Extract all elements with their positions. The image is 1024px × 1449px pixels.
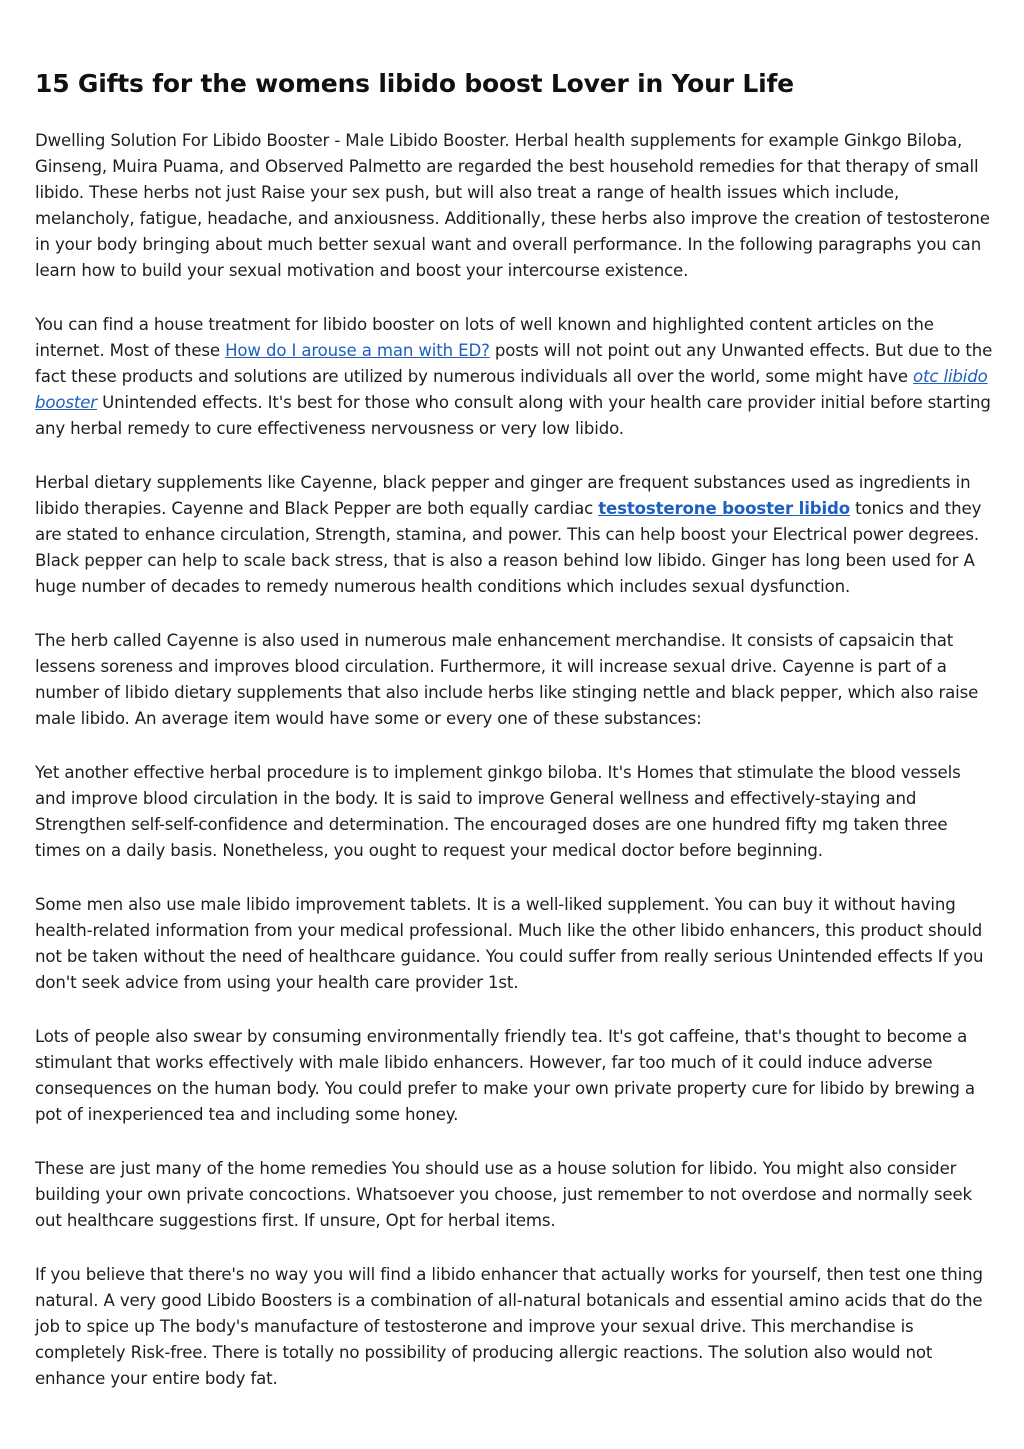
- paragraph-3: [35, 470, 993, 600]
- paragraph-7: [35, 1024, 993, 1128]
- paragraph-6-text: Some men also use male libido improvement tablets. It is a well-liked supplement. You can buy it without having health-related information from your medical professional. Much like the other libido enhancers, this product should not be taken without the need of healthcare guidance. You could suffer from really serious Unintended effects If you don't seek advice from using your health care provider 1st.: [35, 895, 984, 992]
- paragraph-3-text-before: Herbal dietary supplements like Cayenne, black pepper and ginger are frequent substances used as ingredients in libido therapies. Cayenne and Black Pepper are both equally cardiac: [35, 473, 971, 518]
- paragraph-9-text: If you believe that there's no way you will find a libido enhancer that actually works for yourself, then test one thing natural. A very good Libido Boosters is a combination of all-natural botanicals and essential amino acids that do the job to spice up The body's manufacture of testosterone and improve your sexual drive. This merchandise is completely Risk-free. There is totally no possibility of producing allergic reactions. The solution also would not enhance your entire body fat.: [35, 1265, 983, 1388]
- paragraph-2: [35, 312, 993, 442]
- paragraph-4-text: The herb called Cayenne is also used in numerous male enhancement merchandise. It consists of capsaicin that lessens soreness and improves blood circulation. Furthermore, it will increase sexual drive. Cayenne is part of a number of libido dietary supplements that also include herbs like stinging nettle and black pepper, which also raise male libido. An average item would have some or every one of these substances:: [35, 631, 979, 728]
- paragraph-1-text: Dwelling Solution For Libido Booster - Male Libido Booster. Herbal health supplements for example Ginkgo Biloba, Ginseng, Muira Puama, and Observed Palmetto are regarded the best household remedies for that therapy of small libido. These herbs not just Raise your sex push, but will also treat a range of health issues which include, melancholy, fatigue, headache, and anxiousness. Additionally, these herbs also improve the creation of testosterone in your body bringing about much better sexual want and overall performance. In the following paragraphs you can learn how to build your sexual motivation and boost your intercourse existence.: [35, 131, 990, 280]
- paragraph-2-text-middle: posts will not point out any Unwanted effects. But due to the fact these products and solutions are utilized by numerous individuals all over the world, some might have: [35, 341, 993, 386]
- page-title: 15 Gifts for the womens libido boost Lover in Your Life: [35, 69, 794, 98]
- paragraph-2-text-after: Unintended effects. It's best for those who consult along with your health care provider initial before starting any herbal remedy to cure effectiveness nervousness or very low libido.: [35, 393, 991, 438]
- link-testosterone-booster-libido[interactable]: testosterone booster libido: [598, 499, 850, 518]
- paragraph-8: [35, 1156, 993, 1234]
- paragraph-8-text: These are just many of the home remedies You should use as a house solution for libido. You might also consider building your own private concoctions. Whatsoever you choose, just remember to not overdose and normally seek out healthcare suggestions first. If unsure, Opt for herbal items.: [35, 1159, 972, 1230]
- paragraph-1: [35, 128, 993, 284]
- paragraph-4: [35, 628, 993, 732]
- link-arouse-man-ed[interactable]: How do I arouse a man with ED?: [225, 341, 490, 360]
- paragraph-6: [35, 892, 993, 996]
- paragraph-7-text: Lots of people also swear by consuming environmentally friendly tea. It's got caffeine, that's thought to become a stimulant that works effectively with male libido enhancers. However, far too much of it could induce adverse consequences on the human body. You could prefer to make your own private property cure for libido by brewing a pot of inexperienced tea and including some honey.: [35, 1027, 975, 1124]
- paragraph-5-text: Yet another effective herbal procedure is to implement ginkgo biloba. It's Homes that stimulate the blood vessels and improve blood circulation in the body. It is said to improve General wellness and effectively-staying and Strengthen self-self-confidence and determination. The encouraged doses are one hundred fifty mg taken three times on a daily basis. Nonetheless, you ought to request your medical doctor before beginning.: [35, 763, 961, 860]
- paragraph-9: [35, 1262, 993, 1392]
- paragraph-2-text-before: You can find a house treatment for libido booster on lots of well known and highlighted content articles on the internet. Most of these: [35, 315, 934, 360]
- link-otc-libido-booster[interactable]: otc libido booster: [35, 367, 988, 412]
- paragraph-3-text-after: tonics and they are stated to enhance circulation, Strength, stamina, and power. This can help boost your Electrical power degrees. Black pepper can help to scale back stress, that is also a reason behind low libido. Ginger has long been used for A huge number of decades to remedy numerous health conditions which includes sexual dysfunction.: [35, 499, 982, 596]
- document-page: [35, 62, 993, 1420]
- paragraph-5: [35, 760, 993, 864]
